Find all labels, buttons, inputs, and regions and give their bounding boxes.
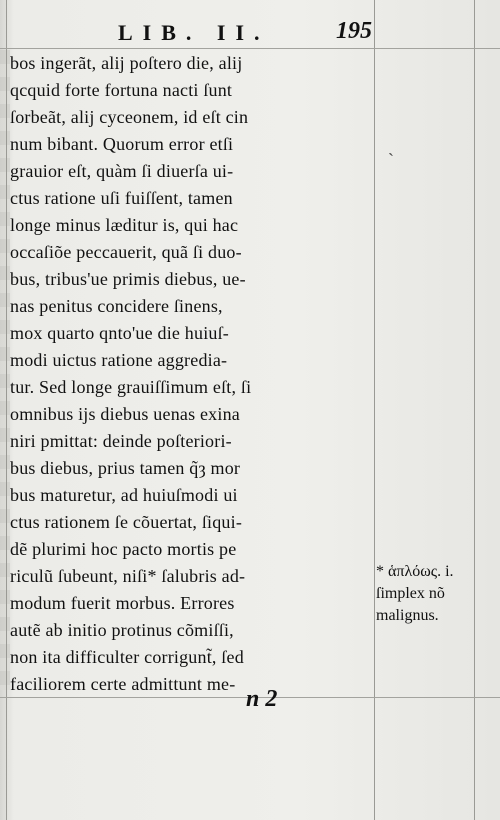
text-line: faciliorem certe admittunt me- [10, 674, 236, 694]
text-line: qcquid forte fortuna nacti ſunt [10, 80, 233, 100]
page-number: 195 [336, 18, 372, 44]
text-line: tur. Sed longe grauiſſimum eſt, ſi [10, 377, 252, 397]
text-line: bos ingerãt, alij poſtero die, alij [10, 53, 243, 73]
marginal-note-line: malignus. [376, 607, 439, 624]
marginal-note-line: * ἁπλόως. i. [376, 563, 454, 580]
margin-mark: ˎ [388, 136, 394, 156]
text-line: ctus rationem ſe cõuertat, ſiqui- [10, 512, 243, 532]
text-line: bus maturetur, ad huiuſmodi ui [10, 485, 238, 505]
text-line: riculũ ſubeunt, niſi* ſalubris ad- [10, 566, 246, 586]
text-line: nas penitus concidere ſinens, [10, 296, 223, 316]
main-text-block [10, 50, 370, 698]
catchword: n 2 [246, 686, 278, 712]
text-line: modum fuerit morbus. Errores [10, 593, 235, 613]
text-line: niri pmittat: deinde poſteriori- [10, 431, 232, 451]
text-line: ſorbeãt, alij cyceonem, id eſt cin [10, 107, 249, 127]
text-line: omnibus ijs diebus uenas exina [10, 404, 240, 424]
text-line: longe minus læditur is, qui hac [10, 215, 239, 235]
running-title: LIB. II. [118, 20, 270, 45]
text-line: autẽ ab initio protinus cõmiſſi, [10, 620, 234, 640]
text-line: mox quarto qnto'ue die huiuſ- [10, 323, 230, 343]
text-line: ctus ratione uſi fuiſſent, tamen [10, 188, 233, 208]
text-line: dẽ plurimi hoc pacto mortis pe [10, 539, 237, 559]
text-line: bus, tribus'ue primis diebus, ue- [10, 269, 246, 289]
marginal-note [376, 561, 486, 627]
marginal-note-line: ſimplex nõ [376, 585, 445, 602]
text-line: num bibant. Quorum error etſi [10, 134, 234, 154]
text-line: modi uictus ratione aggredia- [10, 350, 228, 370]
bleed-through-margin [0, 50, 10, 690]
page-header [0, 20, 500, 50]
text-line: grauior eſt, quàm ſi diuerſa ui- [10, 161, 234, 181]
text-line: bus diebus, prius tamen q̃ȝ mor [10, 458, 241, 478]
text-line: non ita difficulter corrigunt̃, ſed [10, 647, 244, 667]
text-line: occaſiõe peccauerit, quã ſi duo- [10, 242, 242, 262]
